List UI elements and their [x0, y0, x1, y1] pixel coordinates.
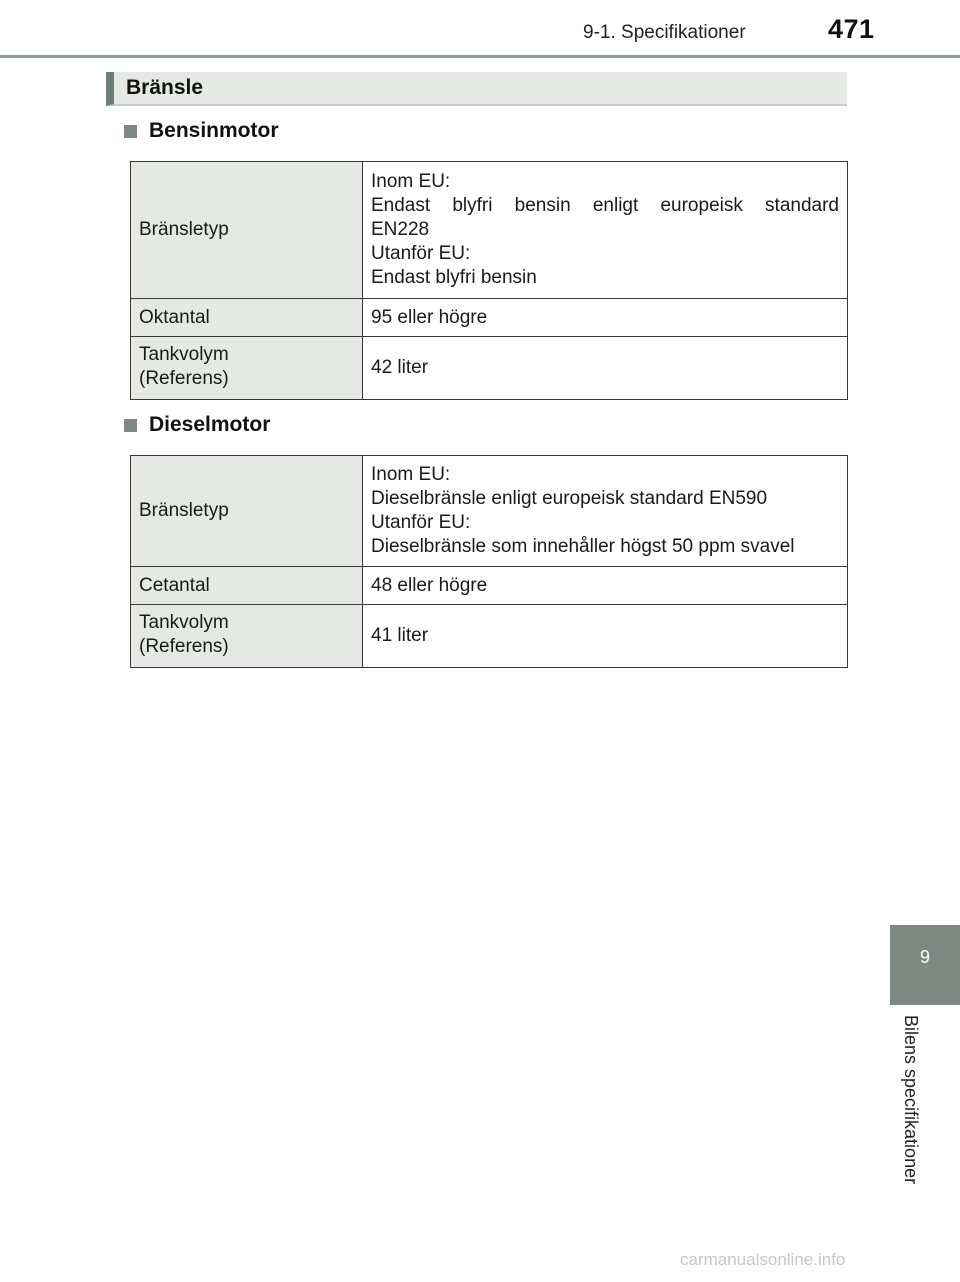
diesel-spec-table [130, 455, 848, 668]
section-heading-bar [106, 72, 847, 106]
diesel-heading-text: Dieselmotor [149, 413, 271, 436]
header-divider [0, 55, 960, 58]
tank-label-line: Tankvolym [139, 344, 229, 365]
fuel-type-line: Endast blyfri bensin enligt europeisk standard [371, 195, 839, 216]
gasoline-heading-text: Bensinmotor [149, 119, 279, 142]
table-row [131, 605, 848, 668]
cetane-label: Cetantal [131, 567, 363, 605]
tank-capacity-label [131, 605, 363, 668]
square-bullet-icon [124, 419, 137, 432]
table-row [131, 567, 848, 605]
header-section-title: 9-1. Specifikationer [583, 22, 746, 43]
cetane-value: 48 eller högre [363, 567, 848, 605]
fuel-type-value [363, 456, 848, 567]
octane-label: Oktantal [131, 299, 363, 337]
tank-label-line: (Referens) [139, 368, 229, 389]
tank-capacity-label [131, 337, 363, 400]
gasoline-spec-table [130, 161, 848, 400]
chapter-title: Bilens specifikationer [901, 1015, 921, 1185]
square-bullet-icon [124, 125, 137, 138]
table-row [131, 456, 848, 567]
table-row [131, 162, 848, 299]
footer-watermark: carmanualsonline.info [680, 1250, 846, 1269]
fuel-type-line: Inom EU: [371, 171, 451, 192]
fuel-type-line: Dieselbränsle som innehåller högst 50 ppm svavel [371, 536, 795, 557]
gasoline-heading [124, 119, 279, 143]
diesel-heading [124, 413, 270, 437]
tank-capacity-value: 42 liter [363, 337, 848, 400]
fuel-type-label: Bränsletyp [131, 456, 363, 567]
fuel-type-label: Bränsletyp [131, 162, 363, 299]
fuel-type-line: Inom EU: [371, 464, 451, 485]
section-title: Bränsle [126, 76, 204, 99]
fuel-type-line: EN228 [371, 219, 430, 240]
fuel-type-line: Utanför EU: [371, 512, 471, 533]
tank-label-line: (Referens) [139, 636, 229, 657]
table-row [131, 299, 848, 337]
fuel-type-line: Dieselbränsle enligt europeisk standard EN590 [371, 488, 768, 509]
chapter-number: 9 [919, 947, 930, 967]
octane-value: 95 eller högre [363, 299, 848, 337]
tank-label-line: Tankvolym [139, 612, 229, 633]
chapter-tab [890, 925, 960, 1005]
fuel-type-line: Utanför EU: [371, 243, 471, 264]
table-row [131, 337, 848, 400]
tank-capacity-value: 41 liter [363, 605, 848, 668]
fuel-type-value [363, 162, 848, 299]
fuel-type-line: Endast blyfri bensin [371, 267, 537, 288]
page-number: 471 [828, 14, 875, 44]
